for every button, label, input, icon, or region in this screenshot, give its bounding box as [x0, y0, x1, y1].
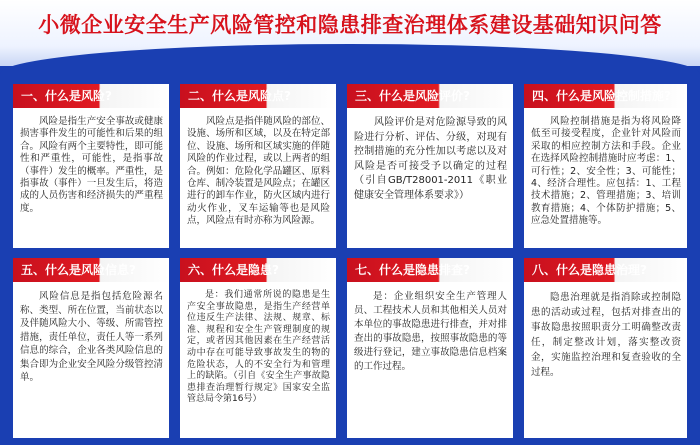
card-body-text: 是：企业组织安全生产管理人员、工程技术人员和其他相关人员对本单位的事故隐患进行排查，并对排查出的事故隐患，按照事故隐患的等级进行登记，建立事故隐患信息档案的工作过程。: [354, 291, 507, 372]
card-body-text: 风险是指生产安全事故或健康损害事件发生的可能性和后果的组合。风险有两个主要特性，即可能性和严重性，可能性，是指事故（事件）发生的概率。严重性，是指事故（事件）一旦发生后，将造成的人员伤害和经济损失的严重程度。: [20, 116, 163, 214]
card-body-text: 是：我们通常所说的隐患是生产安全事故隐患，是指生产经营单位违反生产法律、法规、规章、标准、规程和安全生产管理制度的规定，或者因其他因素在生产经营活动中存在可能导致事故发生的物的危险状态，人的不安全行为和管理上的缺陷。（引自《安全生产事故隐患排查治理暂行规定》国家安全监管总局令第16号）: [187, 290, 330, 405]
card-header: [347, 84, 513, 108]
card-heading: 一、什么是风险?: [21, 89, 112, 103]
qa-card-risk-point: [180, 84, 336, 248]
card-heading: 三、什么是风险评价?: [355, 89, 470, 103]
qa-card-risk-control: [524, 84, 687, 248]
qa-card-risk: [13, 84, 169, 248]
card-header: [13, 258, 169, 282]
qa-card-hazard-inspection: [347, 258, 513, 438]
card-header: [347, 258, 513, 282]
card-heading: 七、什么是隐患排查?: [355, 263, 470, 277]
card-header: [180, 84, 336, 108]
qa-card-hazard: [180, 258, 336, 438]
card-body-text: 风险信息是指包括危险源名称、类型、所在位置，当前状态以及伴随风险大小、等级、所需管控措施，责任单位，责任人等一系列信息的综合，企业各类风险信息的集合即为企业安全风险分级管控清单。: [20, 291, 163, 383]
title-banner: [0, 0, 700, 66]
card-header: [524, 258, 687, 282]
card-body-text: 风险控制措施是指为将风险降低至可接受程度，企业针对风险而采取的相应控制方法和手段。企业在选择风险控制措施时应考虑：1、可行性；2、安全性；3、可能性；4、经济合理性。应包括：1、工程技术措施；2、管理措施；3、培训教育措施；4、个体防护措施；5、应急处置措施等。: [531, 116, 681, 227]
card-heading: 五、什么是风险信息?: [21, 263, 136, 277]
card-header: [13, 84, 169, 108]
card-body-text: 风险评价是对危险源导致的风险进行分析、评估、分级，对现有控制措施的充分性加以考虑以及对风险是否可接受予以确定的过程（引自GB/T28001-2011《职业健康安全管理体系要求》）: [354, 117, 507, 201]
card-body-text: 隐患治理就是指消除或控制隐患的活动或过程，包括对排查出的事故隐患按照职责分工明确整改责任，制定整改计划，落实整改资金，实施监控治理和复查验收的全过程。: [531, 292, 681, 378]
card-heading: 六、什么是隐患?: [188, 263, 279, 277]
card-header: [180, 258, 336, 282]
card-heading: 二、什么是风险点?: [188, 89, 291, 103]
card-body-text: 风险点是指伴随风险的部位、设施、场所和区域，以及在特定部位、设施、场所和区域实施的伴随风险的作业过程，或以上两者的组合。例如：危险化学品罐区、原料仓库、制冷装置是风险点；在罐区进行的卸车作业，防火区域内进行动火作业，叉车运输等也是风险点，风险点有时亦称为风险源。: [187, 116, 330, 227]
card-heading: 八、什么是隐患治理?: [532, 263, 647, 277]
qa-card-risk-information: [13, 258, 169, 438]
page-title: 小微企业安全生产风险管控和隐患排查治理体系建设基础知识问答: [38, 13, 662, 37]
banner-swoosh-decoration: [0, 44, 700, 74]
qa-card-risk-evaluation: [347, 84, 513, 248]
card-heading: 四、什么是风险控制措施?: [532, 89, 671, 103]
qa-card-hazard-governance: [524, 258, 687, 438]
card-header: [524, 84, 687, 108]
